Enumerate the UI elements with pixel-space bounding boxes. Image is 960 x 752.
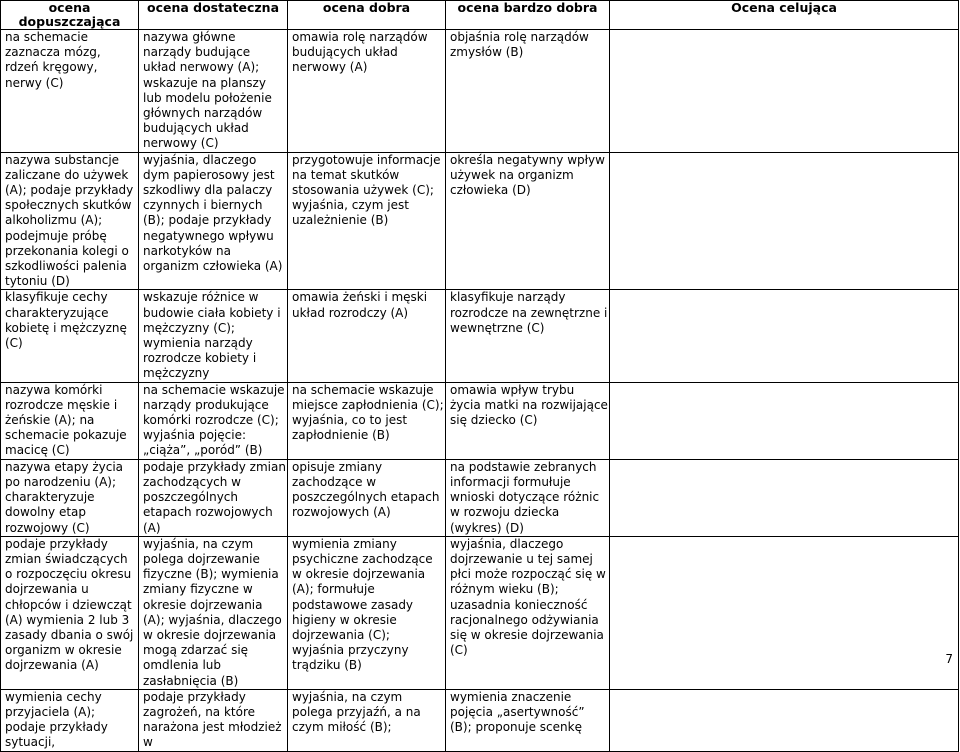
table-cell: wymienia cechy przyjaciela (A); podaje przykłady sytuacji, xyxy=(1,689,139,751)
table-cell: omawia wpływ trybu życia matki na rozwijające się dziecko (C) xyxy=(446,382,610,459)
table-cell-empty xyxy=(610,459,959,536)
header-grade-satisfactory: ocena dostateczna xyxy=(139,1,288,30)
table-cell: podaje przykłady zmian zachodzących w poszczególnych etapach rozwojowych (A) xyxy=(139,459,288,536)
table-cell: podaje przykłady zagrożeń, na które narażona jest młodzież w xyxy=(139,689,288,751)
header-grade-excellent: Ocena celująca xyxy=(610,1,959,30)
table-cell: nazywa komórki rozrodcze męskie i żeńskie (A); na schemacie pokazuje macicę (C) xyxy=(1,382,139,459)
table-cell: na schemacie wskazuje narządy produkujące komórki rozrodcze (C); wyjaśnia pojęcie: „ciąża”, „poród” (B) xyxy=(139,382,288,459)
table-cell-empty xyxy=(610,30,959,153)
table-cell: na podstawie zebranych informacji formułuje wnioski dotyczące różnic w rozwoju dziecka (wykres) (D) xyxy=(446,459,610,536)
table-cell-empty xyxy=(610,382,959,459)
table-cell-empty xyxy=(610,290,959,382)
table-row xyxy=(1,30,959,153)
table-cell-empty xyxy=(610,536,959,689)
table-cell: klasyfikuje cechy charakteryzujące kobietę i mężczyznę (C) xyxy=(1,290,139,382)
table-cell: nazywa etapy życia po narodzeniu (A); charakteryzuje dowolny etap rozwojowy (C) xyxy=(1,459,139,536)
table-cell: objaśnia rolę narządów zmysłów (B) xyxy=(446,30,610,153)
header-grade-very-good: ocena bardzo dobra xyxy=(446,1,610,30)
table-cell-empty xyxy=(610,152,959,290)
table-row xyxy=(1,689,959,751)
table-cell: określa negatywny wpływ używek na organizm człowieka (D) xyxy=(446,152,610,290)
table-row xyxy=(1,290,959,382)
page-number: 7 xyxy=(945,652,953,666)
table-cell: na schemacie wskazuje miejsce zapłodnienia (C); wyjaśnia, co to jest zapłodnienie (B) xyxy=(288,382,446,459)
table-cell: podaje przykłady zmian świadczących o rozpoczęciu okresu dojrzewania u chłopców i dziewcząt (A) wymienia 2 lub 3 zasady dbania o swój organizm w okresie dojrzewania (A) xyxy=(1,536,139,689)
header-grade-sufficient-minimum: ocena dopuszczająca xyxy=(1,1,139,30)
table-cell: wymienia zmiany psychiczne zachodzące w okresie dojrzewania (A); formułuje podstawowe zasady higieny w okresie dojrzewania (C); wyjaśnia przyczyny trądziku (B) xyxy=(288,536,446,689)
table-cell: przygotowuje informacje na temat skutków stosowania używek (C); wyjaśnia, czym jest uzależnienie (B) xyxy=(288,152,446,290)
table-cell-empty xyxy=(610,689,959,751)
header-grade-good: ocena dobra xyxy=(288,1,446,30)
table-row xyxy=(1,152,959,290)
table-cell: wyjaśnia, dlaczego dym papierosowy jest szkodliwy dla palaczy czynnych i biernych (B); podaje przykłady negatywnego wpływu narkotyków na organizm człowieka (A) xyxy=(139,152,288,290)
table-cell: wymienia znaczenie pojęcia „asertywność” (B); proponuje scenkę xyxy=(446,689,610,751)
table-cell: klasyfikuje narządy rozrodcze na zewnętrzne i wewnętrzne (C) xyxy=(446,290,610,382)
table-cell: na schemacie zaznacza mózg, rdzeń kręgowy, nerwy (C) xyxy=(1,30,139,153)
table-cell: wskazuje różnice w budowie ciała kobiety i mężczyzny (C); wymienia narządy rozrodcze kobiety i mężczyzny xyxy=(139,290,288,382)
table-cell: omawia żeński i męski układ rozrodczy (A) xyxy=(288,290,446,382)
table-cell: nazywa substancje zaliczane do używek (A); podaje przykłady społecznych skutków alkoholizmu (A); podejmuje próbę przekonania kolegi o szkodliwości palenia tytoniu (D) xyxy=(1,152,139,290)
table-row xyxy=(1,536,959,689)
table-row xyxy=(1,382,959,459)
table-cell: nazywa główne narządy budujące układ nerwowy (A); wskazuje na planszy lub modelu położenie głównych narządów budujących układ nerwowy (C) xyxy=(139,30,288,153)
table-cell: omawia rolę narządów budujących układ nerwowy (A) xyxy=(288,30,446,153)
table-row xyxy=(1,459,959,536)
table-cell: wyjaśnia, na czym polega przyjaźń, a na czym miłość (B); xyxy=(288,689,446,751)
table-cell: opisuje zmiany zachodzące w poszczególnych etapach rozwojowych (A) xyxy=(288,459,446,536)
table-cell: wyjaśnia, dlaczego dojrzewanie u tej samej płci może rozpocząć się w różnym wieku (B); uzasadnia konieczność racjonalnego odżywiania się w okresie dojrzewania (C) xyxy=(446,536,610,689)
header-row xyxy=(1,1,959,30)
table-cell: wyjaśnia, na czym polega dojrzewanie fizyczne (B); wymienia zmiany fizyczne w okresie dojrzewania (A); wyjaśnia, dlaczego w okresie dojrzewania mogą zdarzać się omdlenia lub zasłabnięcia (B) xyxy=(139,536,288,689)
